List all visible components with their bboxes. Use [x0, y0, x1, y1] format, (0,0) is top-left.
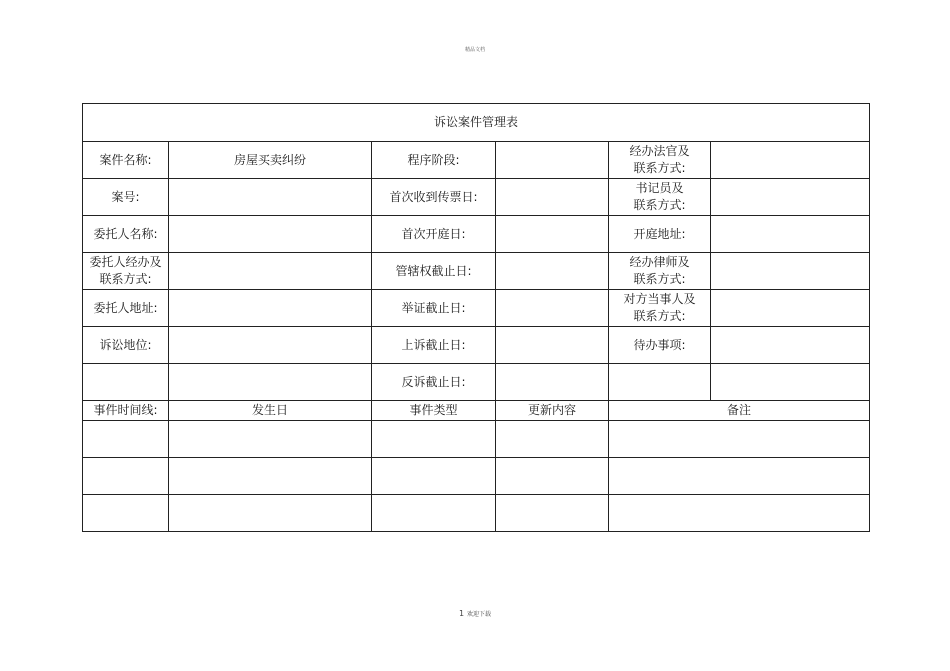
timeline-header-date: 发生日	[169, 401, 372, 421]
timeline-cell[interactable]	[496, 421, 609, 458]
timeline-cell[interactable]	[169, 421, 372, 458]
timeline-header-label: 事件时间线:	[83, 401, 169, 421]
litigation-status-label: 诉讼地位:	[83, 327, 169, 364]
header-note: 精品文档	[464, 47, 485, 53]
first-summons-date-value[interactable]	[496, 179, 609, 216]
lawyer-contact-label: 经办律师及 联系方式:	[609, 253, 711, 290]
client-handler-contact-value[interactable]	[169, 253, 372, 290]
timeline-row	[83, 495, 870, 532]
timeline-cell[interactable]	[609, 495, 870, 532]
timeline-cell[interactable]	[372, 458, 496, 495]
counterclaim-deadline-value[interactable]	[496, 364, 609, 401]
case-name-value[interactable]: 房屋买卖纠纷	[169, 142, 372, 179]
procedure-stage-label: 程序阶段:	[372, 142, 496, 179]
lawyer-contact-value[interactable]	[711, 253, 870, 290]
appeal-deadline-value[interactable]	[496, 327, 609, 364]
blank-label-cell	[83, 364, 169, 401]
timeline-cell[interactable]	[83, 495, 169, 532]
timeline-cell[interactable]	[83, 421, 169, 458]
page-number: 1	[458, 609, 465, 618]
opposing-party-contact-label: 对方当事人及 联系方式:	[609, 290, 711, 327]
timeline-header-update: 更新内容	[496, 401, 609, 421]
opposing-party-contact-value[interactable]	[711, 290, 870, 327]
timeline-cell[interactable]	[609, 458, 870, 495]
timeline-cell[interactable]	[169, 458, 372, 495]
jurisdiction-deadline-value[interactable]	[496, 253, 609, 290]
client-handler-contact-label: 委托人经办及 联系方式:	[83, 253, 169, 290]
first-summons-date-label: 首次收到传票日:	[372, 179, 496, 216]
counterclaim-deadline-label: 反诉截止日:	[372, 364, 496, 401]
timeline-cell[interactable]	[372, 421, 496, 458]
blank-value-cell-2[interactable]	[711, 364, 870, 401]
procedure-stage-value[interactable]	[496, 142, 609, 179]
page-footer	[0, 609, 950, 618]
timeline-cell[interactable]	[609, 421, 870, 458]
evidence-deadline-value[interactable]	[496, 290, 609, 327]
blank-label-cell-2	[609, 364, 711, 401]
blank-value-cell[interactable]	[169, 364, 372, 401]
case-management-form	[82, 103, 870, 532]
form-title: 诉讼案件管理表	[83, 104, 870, 142]
client-address-value[interactable]	[169, 290, 372, 327]
footer-text: 欢迎下载	[467, 611, 492, 618]
clerk-contact-label: 书记员及 联系方式:	[609, 179, 711, 216]
timeline-cell[interactable]	[169, 495, 372, 532]
timeline-header-notes: 备注	[609, 401, 870, 421]
hearing-address-label: 开庭地址:	[609, 216, 711, 253]
judge-contact-label: 经办法官及 联系方式:	[609, 142, 711, 179]
timeline-cell[interactable]	[372, 495, 496, 532]
timeline-cell[interactable]	[496, 495, 609, 532]
timeline-row	[83, 458, 870, 495]
evidence-deadline-label: 举证截止日:	[372, 290, 496, 327]
timeline-row	[83, 421, 870, 458]
first-hearing-date-label: 首次开庭日:	[372, 216, 496, 253]
timeline-header-type: 事件类型	[372, 401, 496, 421]
client-name-value[interactable]	[169, 216, 372, 253]
timeline-cell[interactable]	[496, 458, 609, 495]
case-number-label: 案号:	[83, 179, 169, 216]
jurisdiction-deadline-label: 管辖权截止日:	[372, 253, 496, 290]
litigation-status-value[interactable]	[169, 327, 372, 364]
client-address-label: 委托人地址:	[83, 290, 169, 327]
timeline-cell[interactable]	[83, 458, 169, 495]
judge-contact-value[interactable]	[711, 142, 870, 179]
case-number-value[interactable]	[169, 179, 372, 216]
appeal-deadline-label: 上诉截止日:	[372, 327, 496, 364]
client-name-label: 委托人名称:	[83, 216, 169, 253]
first-hearing-date-value[interactable]	[496, 216, 609, 253]
hearing-address-value[interactable]	[711, 216, 870, 253]
clerk-contact-value[interactable]	[711, 179, 870, 216]
todo-value[interactable]	[711, 327, 870, 364]
case-name-label: 案件名称:	[83, 142, 169, 179]
todo-label: 待办事项:	[609, 327, 711, 364]
